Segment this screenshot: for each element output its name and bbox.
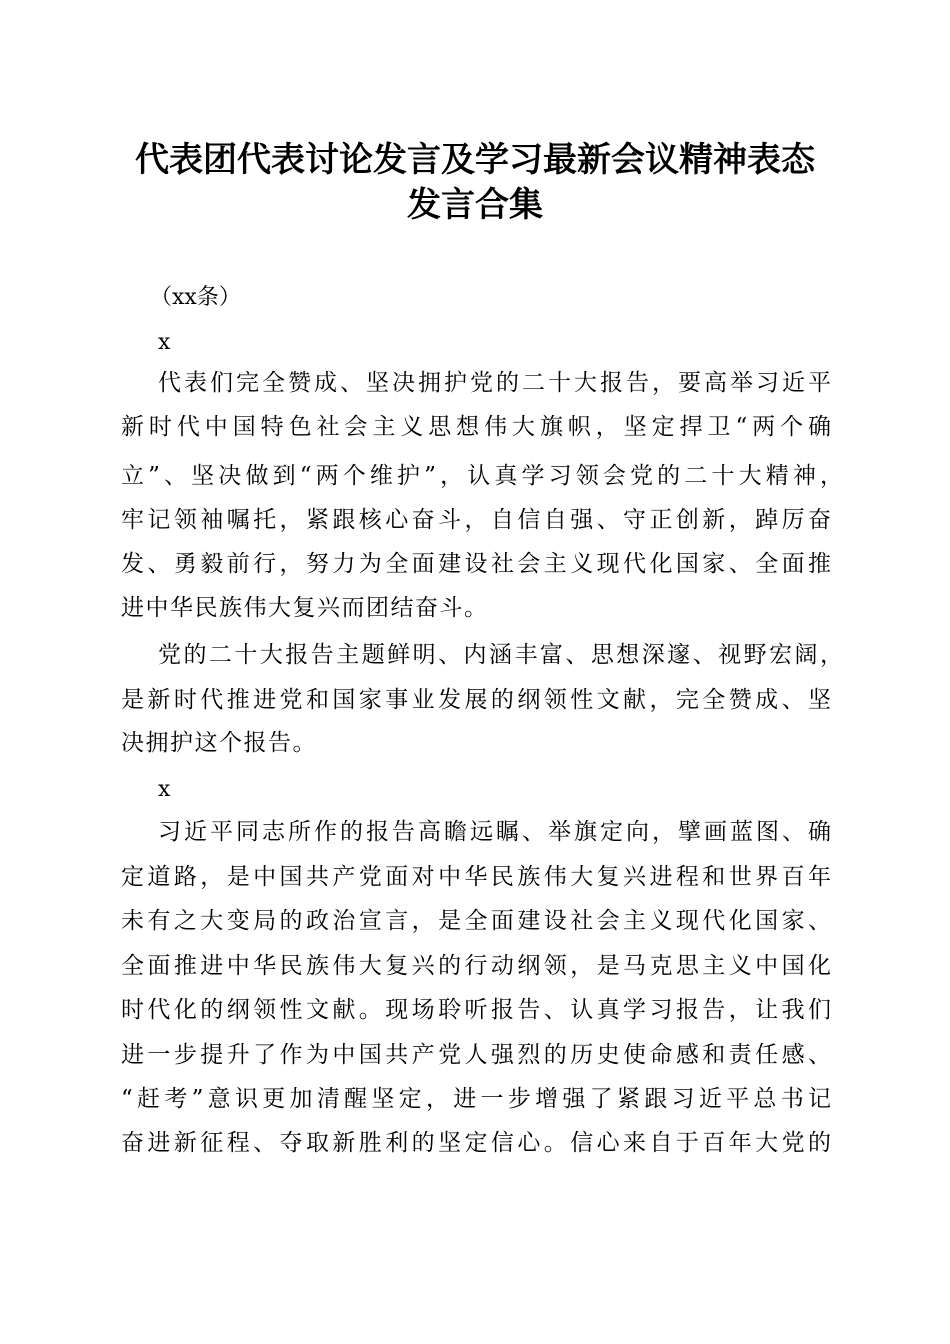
- paragraph-line: 全面推进中华民族伟大复兴的行动纲领，是马克思主义中国化: [121, 953, 831, 979]
- paragraph-line: 习近平同志所作的报告高瞻远瞩、举旗定向，擘画蓝图、确: [158, 819, 831, 845]
- paragraph-line: 党的二十大报告主题鲜明、内涵丰富、思想深邃、视野宏阔，: [158, 642, 843, 668]
- document-title-line-1: 代表团代表讨论发言及学习最新会议精神表态: [135, 140, 815, 180]
- section-marker: x: [158, 777, 171, 802]
- paragraph-line: 奋进新征程、夺取新胜利的坚定信心。信心来自于百年大党的: [121, 1130, 831, 1156]
- paragraph-line: 立”、坚决做到“两个维护”，认真学习领会党的二十大精神，: [121, 463, 843, 489]
- paragraph-line: 牢记领袖嘱托，紧跟核心奋斗，自信自强、守正创新，踔厉奋: [121, 507, 831, 533]
- paragraph-line: 代表们完全赞成、坚决拥护党的二十大报告，要高举习近平: [158, 370, 831, 396]
- document-title-line-2: 发言合集: [407, 185, 543, 225]
- paragraph-line: 决拥护这个报告。: [121, 730, 317, 756]
- paragraph-line: 时代化的纲领性文献。现场聆听报告、认真学习报告，让我们: [121, 997, 831, 1023]
- paragraph-line: 未有之大变局的政治宣言，是全面建设社会主义现代化国家、: [121, 908, 831, 934]
- paragraph-line: 新时代中国特色社会主义思想伟大旗帜，坚定捍卫“两个确: [121, 414, 831, 440]
- paragraph-line: 是新时代推进党和国家事业发展的纲领性文献，完全赞成、坚: [121, 687, 831, 713]
- paragraph-line: 进一步提升了作为中国共产党人强烈的历史使命感和责任感、: [121, 1042, 831, 1068]
- paragraph-line: “赶考”意识更加清醒坚定，进一步增强了紧跟习近平总书记: [121, 1086, 831, 1112]
- section-marker: x: [158, 330, 171, 355]
- paragraph-line: 进中华民族伟大复兴而团结奋斗。: [121, 595, 489, 621]
- count-note: （xx条）: [150, 285, 241, 310]
- paragraph-line: 定道路，是中国共产党面对中华民族伟大复兴进程和世界百年: [121, 864, 831, 890]
- paragraph-line: 发、勇毅前行，努力为全面建设社会主义现代化国家、全面推: [121, 551, 831, 577]
